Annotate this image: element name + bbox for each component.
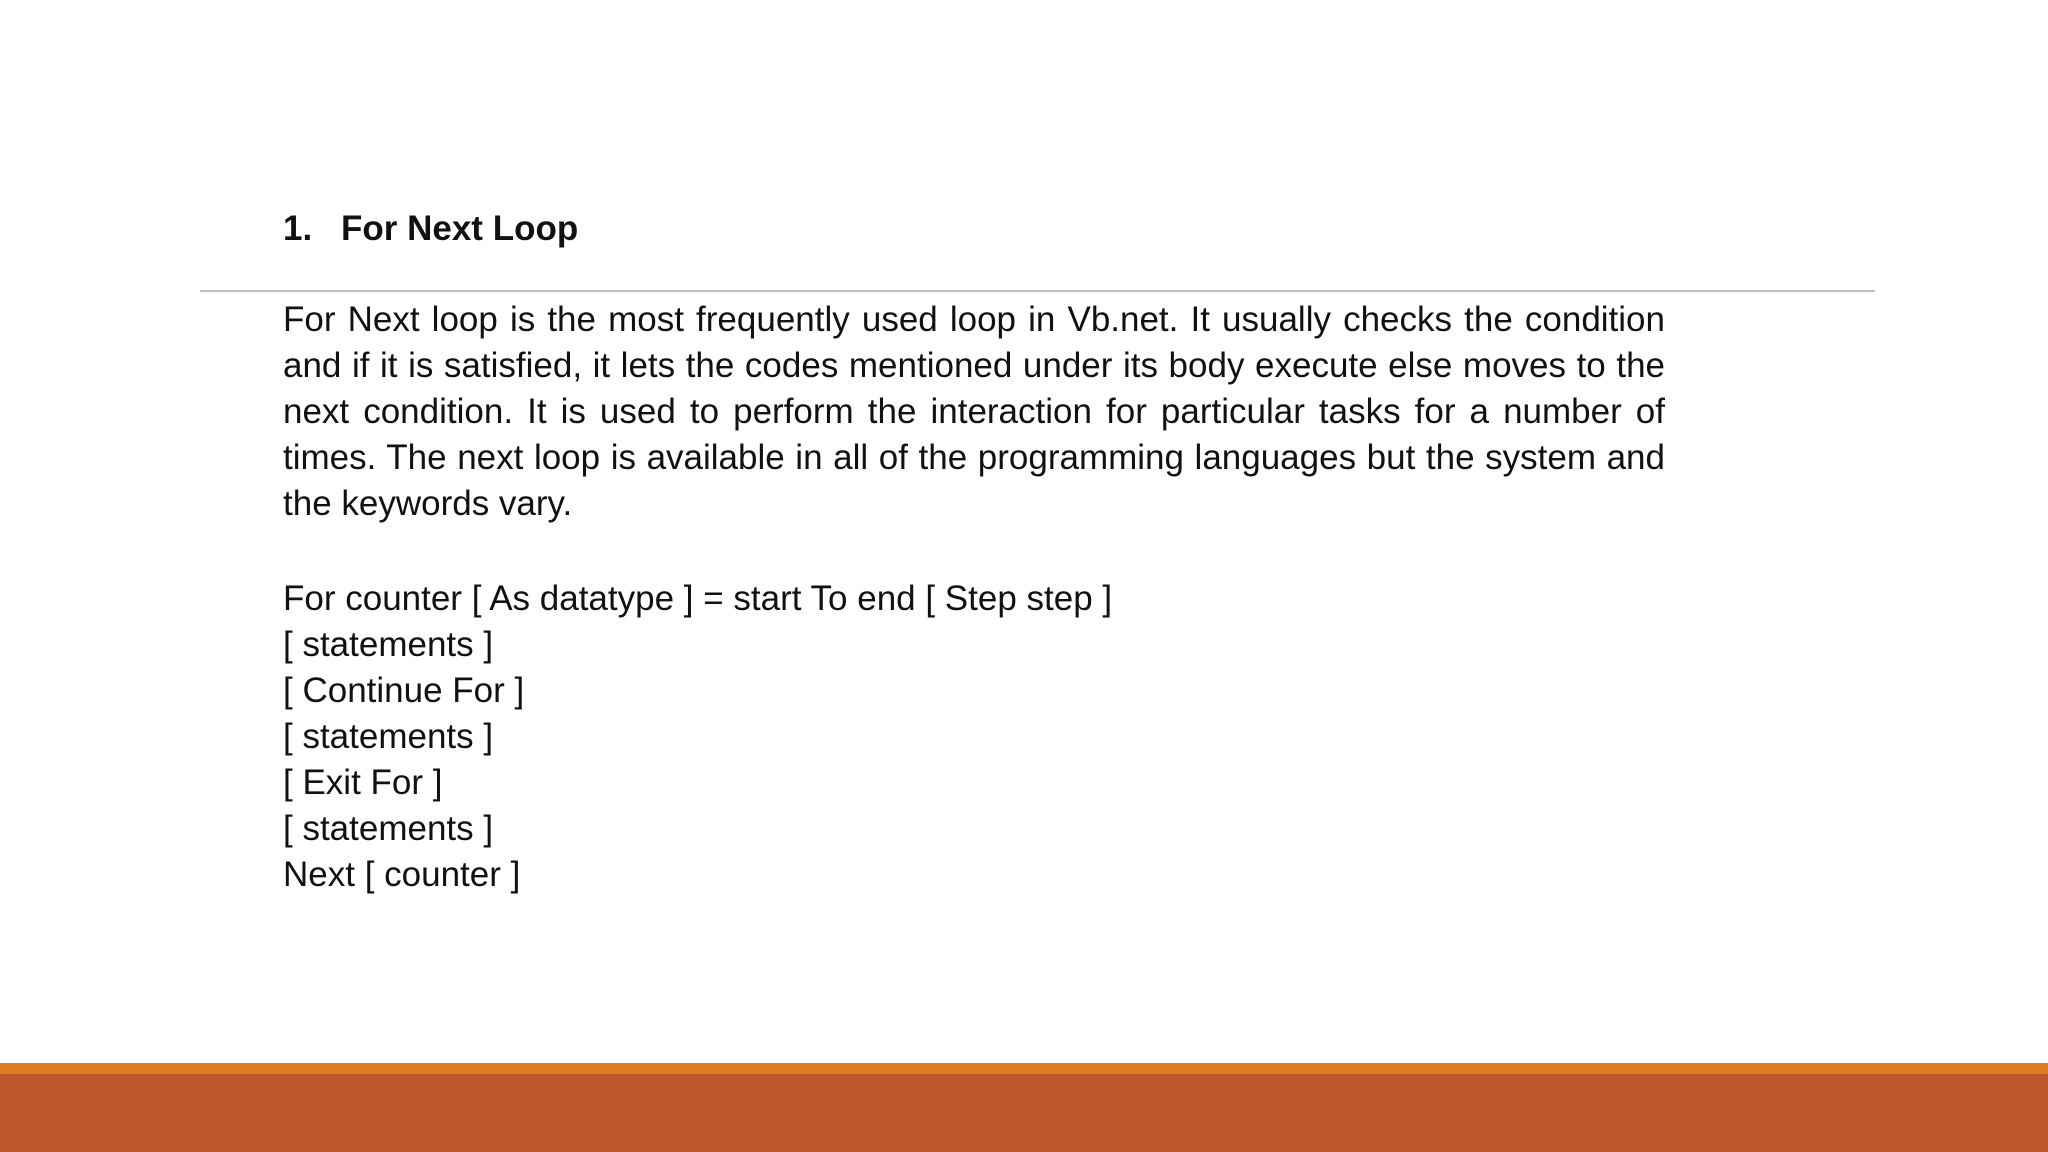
syntax-line: [ Continue For ] xyxy=(283,671,525,710)
slide-heading xyxy=(283,205,578,253)
footer-band xyxy=(0,1074,2048,1152)
syntax-block xyxy=(283,576,1665,898)
body-paragraph: For Next loop is the most frequently used loop in Vb.net. It usually checks the condition and if it is satisfied, it lets the codes mentioned under its body execute else moves to the next condition. It is used to perform the interaction for particular tasks for a number of times. The next loop is available in all of the programming languages but the system and the keywords vary. xyxy=(283,300,1665,523)
heading-divider xyxy=(200,290,1875,292)
syntax-line: Next [ counter ] xyxy=(283,855,521,894)
syntax-line: [ Exit For ] xyxy=(283,763,443,802)
syntax-line: For counter [ As datatype ] = start To end [ Step step ] xyxy=(283,579,1113,618)
syntax-line: [ statements ] xyxy=(283,717,494,756)
syntax-line: [ statements ] xyxy=(283,625,494,664)
syntax-line: [ statements ] xyxy=(283,809,494,848)
heading-title: For Next Loop xyxy=(341,209,579,248)
heading-number: 1. xyxy=(283,209,313,248)
footer-stripe xyxy=(0,1063,2048,1074)
